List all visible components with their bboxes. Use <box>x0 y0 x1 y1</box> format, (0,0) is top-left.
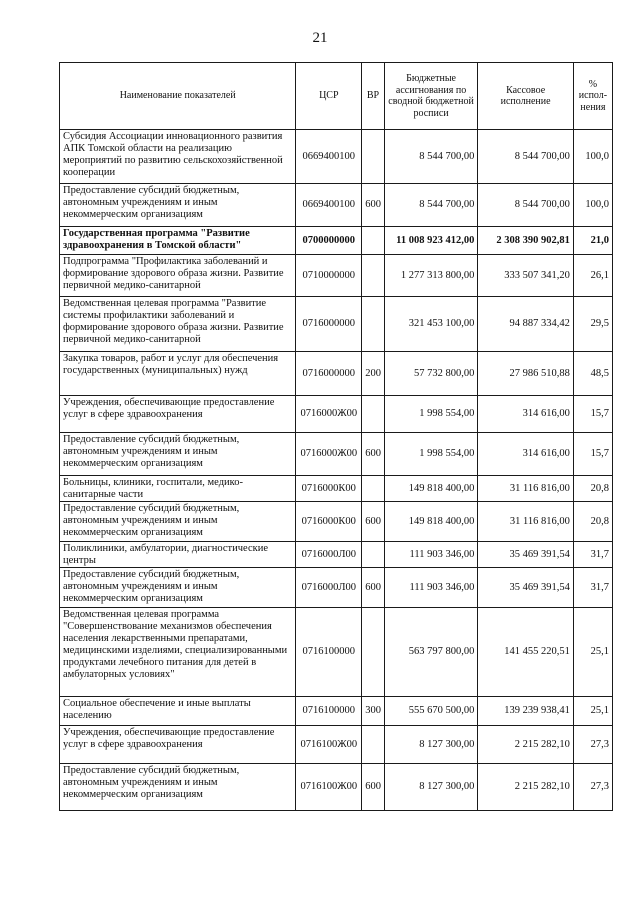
row-vr: 600 <box>362 502 385 542</box>
row-name: Субсидия Ассоциации инновационного развития АПК Томской области на реализацию мероприятий по развитию сельскохозяйственной кооперации <box>60 130 296 184</box>
row-name: Предоставление субсидий бюджетным, автономным учреждениям и иным некоммерческим организациям <box>60 764 296 811</box>
row-budget: 11 008 923 412,00 <box>384 227 478 255</box>
row-cash: 2 215 282,10 <box>478 764 574 811</box>
row-name: Подпрограмма "Профилактика заболеваний и формирование здорового образа жизни. Развитие первичной медико-санитарной <box>60 255 296 297</box>
row-cash: 139 239 938,41 <box>478 697 574 726</box>
row-budget: 563 797 800,00 <box>384 608 478 697</box>
row-name: Государственная программа "Развитие здравоохранения в Томской области" <box>60 227 296 255</box>
header-vr: ВР <box>362 63 385 130</box>
row-csr: 0716100000 <box>296 608 362 697</box>
row-csr: 0716000К00 <box>296 502 362 542</box>
row-percent: 31,7 <box>573 568 612 608</box>
header-cash: Кассовое исполнение <box>478 63 574 130</box>
row-cash: 94 887 334,42 <box>478 297 574 352</box>
row-cash: 141 455 220,51 <box>478 608 574 697</box>
row-percent: 27,3 <box>573 726 612 764</box>
row-vr <box>362 608 385 697</box>
row-budget: 8 544 700,00 <box>384 184 478 227</box>
row-cash: 333 507 341,20 <box>478 255 574 297</box>
row-csr: 0710000000 <box>296 255 362 297</box>
table-row <box>60 297 613 352</box>
row-csr: 0716000Л00 <box>296 568 362 608</box>
row-csr: 0716000Ж00 <box>296 433 362 476</box>
row-cash: 8 544 700,00 <box>478 184 574 227</box>
header-percent: % испол-нения <box>573 63 612 130</box>
row-vr: 600 <box>362 433 385 476</box>
row-budget: 1 998 554,00 <box>384 433 478 476</box>
row-name: Предоставление субсидий бюджетным, автономным учреждениям и иным некоммерческим организациям <box>60 568 296 608</box>
table-row <box>60 697 613 726</box>
row-cash: 35 469 391,54 <box>478 568 574 608</box>
row-cash: 314 616,00 <box>478 433 574 476</box>
row-name: Закупка товаров, работ и услуг для обеспечения государственных (муниципальных) нужд <box>60 352 296 396</box>
row-vr: 600 <box>362 764 385 811</box>
header-name: Наименование показателей <box>60 63 296 130</box>
row-cash: 8 544 700,00 <box>478 130 574 184</box>
row-vr: 200 <box>362 352 385 396</box>
table-row <box>60 764 613 811</box>
header-csr: ЦСР <box>296 63 362 130</box>
row-cash: 31 116 816,00 <box>478 502 574 542</box>
table-row <box>60 227 613 255</box>
row-vr: 600 <box>362 184 385 227</box>
row-budget: 149 818 400,00 <box>384 476 478 502</box>
table-row <box>60 542 613 568</box>
row-csr: 0716100Ж00 <box>296 726 362 764</box>
row-percent: 27,3 <box>573 764 612 811</box>
row-percent: 29,5 <box>573 297 612 352</box>
row-percent: 20,8 <box>573 502 612 542</box>
table-row <box>60 433 613 476</box>
row-cash: 2 215 282,10 <box>478 726 574 764</box>
row-percent: 20,8 <box>573 476 612 502</box>
row-percent: 15,7 <box>573 433 612 476</box>
row-budget: 8 127 300,00 <box>384 726 478 764</box>
row-percent: 31,7 <box>573 542 612 568</box>
row-cash: 31 116 816,00 <box>478 476 574 502</box>
row-budget: 149 818 400,00 <box>384 502 478 542</box>
row-csr: 0716000Ж00 <box>296 396 362 433</box>
table-row <box>60 352 613 396</box>
row-name: Предоставление субсидий бюджетным, автономным учреждениям и иным некоммерческим организациям <box>60 184 296 227</box>
row-vr <box>362 726 385 764</box>
row-budget: 321 453 100,00 <box>384 297 478 352</box>
header-budget: Бюджетные ассигнования по сводной бюджетной росписи <box>384 63 478 130</box>
row-csr: 0716000Л00 <box>296 542 362 568</box>
table-row <box>60 255 613 297</box>
row-name: Больницы, клиники, госпитали, медико-санитарные части <box>60 476 296 502</box>
row-vr: 300 <box>362 697 385 726</box>
row-name: Ведомственная целевая программа "Развитие системы профилактики заболеваний и формирование здорового образа жизни. Развитие первичной медико-санитарной <box>60 297 296 352</box>
row-vr <box>362 297 385 352</box>
table-row <box>60 608 613 697</box>
row-vr <box>362 542 385 568</box>
row-cash: 27 986 510,88 <box>478 352 574 396</box>
row-cash: 2 308 390 902,81 <box>478 227 574 255</box>
row-budget: 8 127 300,00 <box>384 764 478 811</box>
row-percent: 100,0 <box>573 130 612 184</box>
row-budget: 1 998 554,00 <box>384 396 478 433</box>
row-csr: 0716000000 <box>296 297 362 352</box>
row-budget: 111 903 346,00 <box>384 542 478 568</box>
row-csr: 0716000К00 <box>296 476 362 502</box>
row-vr <box>362 396 385 433</box>
table-row <box>60 130 613 184</box>
row-vr <box>362 130 385 184</box>
row-name: Ведомственная целевая программа "Совершенствование механизмов обеспечения населения лекарственными препаратами, медицинскими изделиями, специализированными продуктами лечебного питания для детей в амбулаторных условиях" <box>60 608 296 697</box>
row-csr: 0716000000 <box>296 352 362 396</box>
page-number: 21 <box>312 30 328 46</box>
table-row <box>60 396 613 433</box>
row-percent: 25,1 <box>573 608 612 697</box>
table-row <box>60 476 613 502</box>
row-csr: 0716100000 <box>296 697 362 726</box>
table-row <box>60 726 613 764</box>
row-vr: 600 <box>362 568 385 608</box>
row-name: Учреждения, обеспечивающие предоставление услуг в сфере здравоохранения <box>60 726 296 764</box>
row-name: Предоставление субсидий бюджетным, автономным учреждениям и иным некоммерческим организациям <box>60 502 296 542</box>
row-budget: 1 277 313 800,00 <box>384 255 478 297</box>
row-csr: 0669400100 <box>296 130 362 184</box>
row-percent: 26,1 <box>573 255 612 297</box>
row-name: Учреждения, обеспечивающие предоставление услуг в сфере здравоохранения <box>60 396 296 433</box>
budget-table <box>59 62 613 811</box>
table-row <box>60 184 613 227</box>
row-csr: 0669400100 <box>296 184 362 227</box>
row-percent: 25,1 <box>573 697 612 726</box>
row-budget: 8 544 700,00 <box>384 130 478 184</box>
table-header-row <box>60 63 613 130</box>
row-cash: 35 469 391,54 <box>478 542 574 568</box>
row-vr <box>362 255 385 297</box>
row-vr <box>362 227 385 255</box>
row-csr: 0700000000 <box>296 227 362 255</box>
row-name: Поликлиники, амбулатории, диагностические центры <box>60 542 296 568</box>
row-budget: 555 670 500,00 <box>384 697 478 726</box>
row-name: Предоставление субсидий бюджетным, автономным учреждениям и иным некоммерческим организациям <box>60 433 296 476</box>
row-percent: 15,7 <box>573 396 612 433</box>
table-row <box>60 568 613 608</box>
table-row <box>60 502 613 542</box>
row-percent: 100,0 <box>573 184 612 227</box>
row-percent: 48,5 <box>573 352 612 396</box>
row-csr: 0716100Ж00 <box>296 764 362 811</box>
row-vr <box>362 476 385 502</box>
row-cash: 314 616,00 <box>478 396 574 433</box>
row-budget: 111 903 346,00 <box>384 568 478 608</box>
row-name: Социальное обеспечение и иные выплаты населению <box>60 697 296 726</box>
row-budget: 57 732 800,00 <box>384 352 478 396</box>
row-percent: 21,0 <box>573 227 612 255</box>
